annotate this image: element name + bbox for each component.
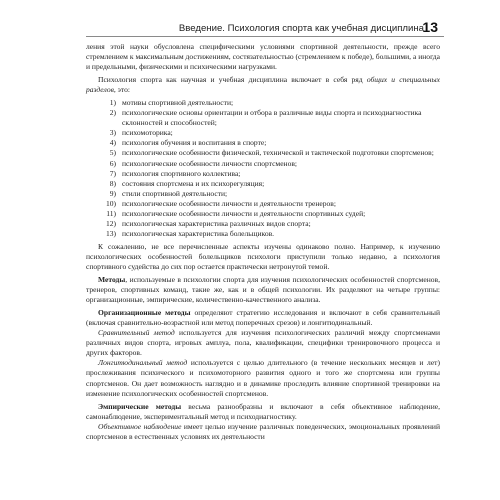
running-header <box>0 20 500 42</box>
term-longitudinal-method: Лонгитюдинальный метод <box>98 358 188 368</box>
list-item <box>86 209 440 219</box>
list-item <box>86 98 440 108</box>
list-text: психологические основы ориентации и отбора в различные виды спорта и психодиагностика склонностей и способностей; <box>122 108 422 128</box>
list-item <box>86 169 440 179</box>
list-number: 9) <box>109 188 116 198</box>
list-item <box>86 219 440 229</box>
list-number: 4) <box>109 138 116 148</box>
emphasis-sections: общих и специальных разделов <box>86 75 440 95</box>
text-run: Психология спорта как научная и учебная дисциплина включает в себя ряд <box>98 75 367 85</box>
list-text: стили спортивной деятельности; <box>122 188 228 198</box>
list-item <box>86 108 440 128</box>
list-item <box>86 128 440 138</box>
list-number: 6) <box>109 158 116 168</box>
list-text: мотивы спортивной деятельности; <box>122 98 234 108</box>
term-objective-observation: Объективное наблюдение <box>98 421 182 431</box>
text-run: весьма разнообразны и включают в себя объективное наблюдение, самонаблюдение, экспериментальный метод и психодиагностику. <box>86 401 440 421</box>
page-number: 13 <box>422 19 438 35</box>
list-text: психологические особенности физической, технической и тактической подготовки спортсменов; <box>122 148 434 158</box>
paragraph-organizational-methods <box>86 308 440 328</box>
list-text: психология спортивного коллектива; <box>122 168 241 178</box>
list-number: 11) <box>106 208 116 218</box>
term-empirical-methods: Эмпирические методы <box>98 401 182 411</box>
term-organizational-methods: Организационные методы <box>98 308 191 318</box>
list-text: психологические особенности личности и деятельности спортивных судей; <box>122 208 366 218</box>
list-item <box>86 189 440 199</box>
page-body <box>86 42 440 442</box>
paragraph-comparative-method <box>86 328 440 358</box>
list-number: 12) <box>105 218 116 228</box>
running-header-title: Введение. Психология спорта как учебная дисциплина <box>178 23 424 34</box>
text-run: , это: <box>113 85 130 95</box>
text-run: , используемые в психологии спорта для изучения психологических особенностей спортсменов, тренеров, спортивных команд, такие же, как и в общей психологии. Их разделяют на четыре группы: организационные, эмпирические, количественно-качественного анализа. <box>86 275 440 305</box>
list-number: 1) <box>109 98 116 108</box>
paragraph-methods <box>86 275 440 305</box>
list-item <box>86 148 440 158</box>
list-text: психологические особенности личности и деятельности тренеров; <box>122 198 336 208</box>
list-text: психологическая характеристика различных видов спорта; <box>122 218 311 228</box>
list-number: 10) <box>105 198 116 208</box>
paragraph-continuation: ления этой науки обусловлена специфическими условиями спортивной деятельности, прежде всего стремлением к максимальным достижениям, состязательностью (стремлением к победе), большими, а иногда и предельными, физическими и психическими нагрузками. <box>86 42 440 72</box>
text-run: имеет целью изучение различных поведенческих, эмоциональных проявлений спортсменов в естественных условиях их деятельности <box>86 421 440 441</box>
paragraph-empirical-methods <box>86 402 440 422</box>
sections-list <box>86 98 440 239</box>
term-comparative-method: Сравнительный метод <box>98 328 175 338</box>
text-run: используется для изучения психологических различий между спортсменами различных видов спорта, игровых амплуа, пола, квалификации, специфики тренировочного процесса и других факторов. <box>86 328 440 358</box>
list-text: психомоторика; <box>122 128 173 138</box>
term-methods: Методы <box>98 275 126 285</box>
list-item <box>86 229 440 239</box>
paragraph-sections-intro <box>86 75 440 95</box>
list-text: состояния спортсмена и их психорегуляция; <box>122 178 265 188</box>
list-item <box>86 199 440 209</box>
list-number: 7) <box>109 168 116 178</box>
header-rule <box>86 36 444 37</box>
paragraph-longitudinal-method <box>86 358 440 398</box>
list-item <box>86 179 440 189</box>
list-item <box>86 159 440 169</box>
text-run: используется с целью длительного (в течение нескольких месяцев и лет) прослеживания психического и психомоторного развития одного и того же спортсмена или группы спортсменов. Он дает возможность наглядно и в динамике проследить влияние спортивной тренировки на изменение психологических особенностей спортсменов. <box>86 358 440 398</box>
list-text: психологические особенности личности спортсменов; <box>122 158 298 168</box>
list-number: 8) <box>109 178 116 188</box>
list-number: 13) <box>105 228 116 238</box>
list-text: психология обучения и воспитания в спорте; <box>122 138 267 148</box>
paragraph-objective-observation <box>86 422 440 442</box>
list-number: 5) <box>109 148 116 158</box>
list-number: 3) <box>109 128 116 138</box>
list-item <box>86 138 440 148</box>
list-number: 2) <box>109 108 116 118</box>
text-run: определяют стратегию исследования и включают в себя сравнительный (включая сравнительно-возрастной или метод поперечных срезов) и лонгитюдинальный. <box>86 308 440 328</box>
list-text: психологическая характеристика болельщиков. <box>122 228 275 238</box>
paragraph-note: К сожалению, не все перечисленные аспекты изучены одинаково полно. Например, к изучению психологических особенностей болельщиков психологи приступили только недавно, а психология спортивного судейства до сих пор остается практически нетронутой темой. <box>86 241 440 271</box>
